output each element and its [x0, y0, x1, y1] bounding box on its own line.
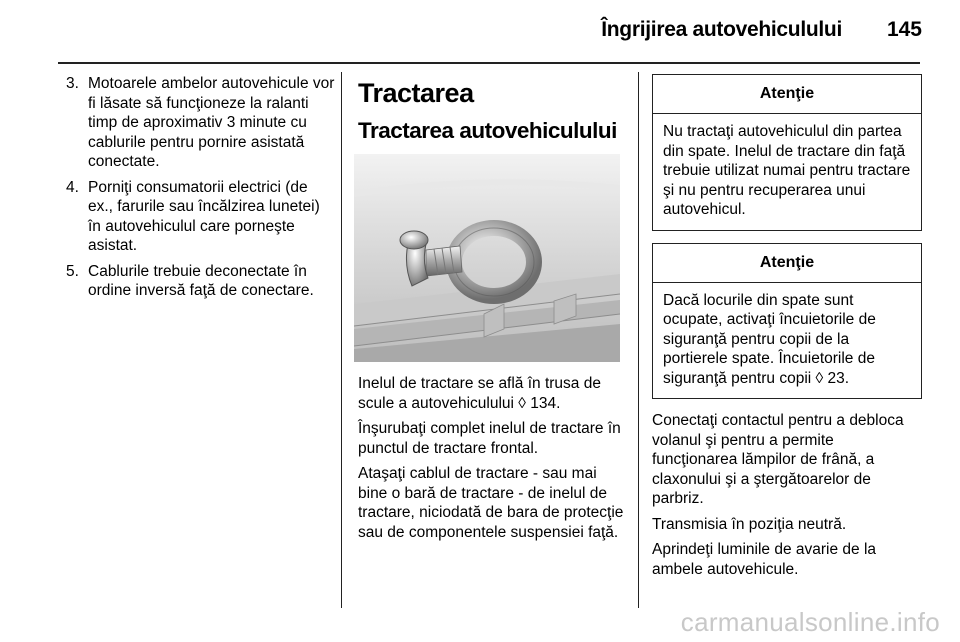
paragraph: Aprindeţi luminile de avarie de la ambele autovehicule. — [652, 541, 877, 578]
warning-box — [652, 243, 922, 400]
list-item — [66, 262, 336, 301]
column-divider — [341, 72, 342, 608]
warning-title: Atenţie — [653, 75, 921, 114]
warning-text: Dacă locurile din spate sunt ocupate, activaţi încuietorile de siguranţă pentru copii de la portierele spate. Încuietorile de siguranţă pentru copii ◊ 23. — [663, 291, 876, 387]
paragraph: Transmisia în poziţia neutră. — [652, 515, 847, 533]
column-left — [66, 74, 336, 307]
step-text: Motoarele ambelor autovehicule vor fi lăsate să funcţioneze la ralanti timp de aproximativ 3 minute cu cablurile pentru pornire asistată conectate. — [88, 75, 335, 170]
column-right — [652, 74, 922, 585]
column-divider — [638, 72, 639, 608]
step-text: Cablurile trebuie deconectate în ordine inversă faţă de conectare. — [88, 262, 314, 299]
warning-text: Nu tractaţi autovehiculul din partea din spate. Inelul de tractare din faţă trebuie utilizat numai pentru tractare şi nu pentru recuperarea unui autovehicul. — [663, 123, 911, 218]
header-title: Îngrijirea autovehiculului — [601, 18, 842, 41]
step-number: 5. — [66, 262, 79, 280]
page-number: 145 — [886, 18, 922, 41]
paragraph: Inelul de tractare se află în trusa de scule a autovehiculului ◊ 134. — [358, 375, 601, 412]
paragraph: Înşurubaţi complet inelul de tractare în punctul de tractare frontal. — [358, 420, 621, 457]
page-header — [0, 0, 960, 64]
paragraph: Ataşaţi cablul de tractare - sau mai bine o bară de tractare - de inelul de tractare, niciodată de bara de protecţie sau de componentele suspensiei faţă. — [358, 465, 624, 541]
step-number: 4. — [66, 178, 79, 196]
section-subheading: Tractarea autovehiculului — [358, 118, 617, 143]
step-text: Porniţi consumatorii electrici (de ex., farurile sau încălzirea lunetei) în autovehiculul care porneşte asistat. — [88, 178, 320, 254]
warning-title: Atenţie — [653, 244, 921, 283]
list-item — [66, 74, 336, 172]
column-middle — [358, 74, 624, 548]
step-number: 3. — [66, 75, 79, 92]
header-rule — [58, 62, 920, 64]
list-item — [66, 178, 336, 256]
step-list — [66, 74, 336, 301]
towing-eye-photo — [354, 154, 620, 362]
paragraph: Conectaţi contactul pentru a debloca volanul şi pentru a permite funcţionarea lămpilor de frână, a claxonului şi a ştergătoarelor de parbriz. — [652, 412, 904, 507]
watermark: carmanualsonline.info — [680, 607, 940, 637]
section-heading: Tractarea — [358, 78, 474, 108]
warning-box — [652, 74, 922, 231]
